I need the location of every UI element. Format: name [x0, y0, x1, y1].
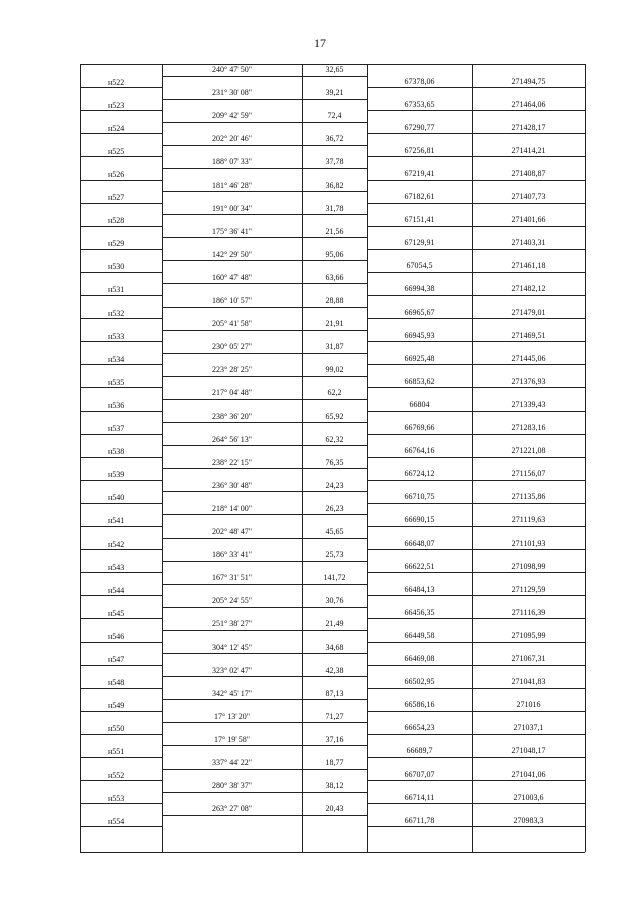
x-coordinate: 66994,38: [404, 284, 435, 294]
x-coordinate: 66586,16: [404, 700, 435, 710]
row-divider: [80, 87, 162, 88]
direction-angle: 323° 02' 47": [212, 665, 252, 675]
direction-angle: 181° 46' 28": [212, 180, 252, 190]
point-label: н546: [108, 631, 125, 641]
direction-angle: 238° 22' 15": [212, 457, 252, 467]
segment-length: 31,78: [325, 203, 344, 213]
x-coordinate: 67129,91: [404, 238, 435, 248]
row-divider: [80, 780, 162, 781]
direction-angle: 337° 44' 22": [212, 758, 252, 767]
x-coordinate: 66714,11: [404, 792, 435, 802]
y-coordinate: 271464,06: [511, 99, 546, 109]
row-divider: [162, 260, 367, 261]
row-divider: [80, 411, 162, 412]
point-label: н545: [108, 608, 125, 618]
segment-length: 24,23: [325, 480, 344, 490]
segment-length: 32,65: [325, 65, 344, 74]
row-divider: [367, 549, 585, 550]
segment-length: 36,72: [325, 134, 344, 144]
row-divider: [162, 191, 367, 192]
row-divider: [367, 457, 585, 458]
row-divider: [367, 387, 585, 388]
x-coordinate: 66648,07: [404, 538, 435, 548]
x-coordinate: 66945,93: [404, 330, 435, 340]
segment-length: 63,66: [325, 272, 344, 282]
row-divider: [367, 318, 585, 319]
point-label: н530: [108, 262, 125, 272]
row-divider: [80, 595, 162, 596]
point-label: н536: [108, 400, 125, 410]
segment-length: 34,68: [325, 642, 344, 652]
row-divider: [162, 237, 367, 238]
y-coordinate: 271461,18: [511, 261, 546, 271]
segment-length: 99,02: [325, 365, 344, 375]
segment-length: 26,23: [325, 503, 344, 513]
point-label: н529: [108, 239, 125, 249]
point-label: н533: [108, 331, 125, 341]
point-label: н537: [108, 424, 125, 434]
row-divider: [367, 203, 585, 204]
point-label: н550: [108, 724, 125, 734]
point-label: н527: [108, 193, 125, 203]
table-column-line: [585, 64, 586, 852]
direction-angle: 251° 38' 27": [212, 619, 252, 629]
x-coordinate: 66707,07: [404, 769, 435, 779]
y-coordinate: 271283,16: [511, 423, 546, 433]
row-divider: [80, 480, 162, 481]
point-label: н535: [108, 377, 125, 387]
direction-angle: 230° 05' 27": [212, 342, 252, 352]
y-coordinate: 271041,06: [511, 769, 546, 779]
point-label: н538: [108, 447, 125, 457]
row-divider: [367, 133, 585, 134]
row-divider: [367, 665, 585, 666]
row-divider: [367, 503, 585, 504]
row-divider: [80, 203, 162, 204]
row-divider: [80, 457, 162, 458]
row-divider: [80, 226, 162, 227]
direction-angle: 17° 19' 58": [214, 734, 250, 744]
x-coordinate: 67182,61: [404, 192, 435, 202]
point-label: н549: [108, 701, 125, 711]
point-label: н531: [108, 285, 125, 295]
direction-angle: 142° 29' 50": [212, 249, 252, 259]
x-coordinate: 67256,81: [404, 145, 435, 155]
row-divider: [162, 422, 367, 423]
y-coordinate: 271095,99: [511, 630, 546, 640]
row-divider: [80, 618, 162, 619]
row-divider: [162, 376, 367, 377]
x-coordinate: 66925,48: [404, 353, 435, 363]
y-coordinate: 271156,07: [511, 469, 546, 479]
direction-angle: 217° 04' 48": [212, 388, 252, 398]
row-divider: [80, 665, 162, 666]
row-divider: [367, 272, 585, 273]
x-coordinate: 66469,08: [404, 654, 435, 664]
row-divider: [162, 99, 367, 100]
segment-length: 20,43: [325, 804, 344, 814]
row-divider: [367, 803, 585, 804]
y-coordinate: 270983,3: [513, 815, 544, 825]
row-divider: [162, 676, 367, 677]
row-divider: [162, 538, 367, 539]
x-coordinate: 66724,12: [404, 469, 435, 479]
row-divider: [80, 642, 162, 643]
x-coordinate: 66764,16: [404, 446, 435, 456]
row-divider: [80, 688, 162, 689]
segment-length: 30,76: [325, 596, 344, 606]
x-coordinate: 67378,06: [404, 76, 435, 86]
row-divider: [367, 688, 585, 689]
y-coordinate: 271116,39: [511, 607, 546, 617]
direction-angle: 264° 56' 13": [212, 434, 252, 444]
row-divider: [162, 699, 367, 700]
row-divider: [162, 630, 367, 631]
x-coordinate: 66769,66: [404, 423, 435, 433]
row-divider: [367, 156, 585, 157]
x-coordinate: 66690,15: [404, 515, 435, 525]
point-label: н551: [108, 747, 125, 757]
y-coordinate: 271016: [516, 700, 541, 710]
row-divider: [367, 780, 585, 781]
x-coordinate: 67054,5: [406, 261, 433, 271]
direction-angle: 236° 30' 48": [212, 480, 252, 490]
y-coordinate: 271135,86: [511, 492, 546, 502]
row-divider: [162, 330, 367, 331]
segment-length: 21,91: [325, 319, 344, 329]
x-coordinate: 66456,35: [404, 607, 435, 617]
y-coordinate: 271445,06: [511, 353, 546, 363]
row-divider: [80, 341, 162, 342]
point-label: н542: [108, 539, 125, 549]
direction-angle: 175° 36' 41": [212, 226, 252, 236]
row-divider: [162, 145, 367, 146]
x-coordinate: 66502,95: [404, 677, 435, 687]
point-label: н523: [108, 100, 125, 110]
x-coordinate: 66710,75: [404, 492, 435, 502]
y-coordinate: 271339,43: [511, 399, 546, 409]
row-divider: [80, 272, 162, 273]
row-divider: [162, 607, 367, 608]
direction-angle: 186° 33' 41": [212, 550, 252, 560]
row-divider: [162, 722, 367, 723]
point-label: н543: [108, 562, 125, 572]
x-coordinate: 66804: [409, 399, 430, 409]
y-coordinate: 271041,83: [511, 677, 546, 687]
row-divider: [367, 757, 585, 758]
segment-length: 62,32: [325, 434, 344, 444]
y-coordinate: 271469,51: [511, 330, 546, 340]
row-divider: [367, 526, 585, 527]
direction-angle: 223° 28' 25": [212, 365, 252, 375]
y-coordinate: 271376,93: [511, 376, 546, 386]
y-coordinate: 271067,31: [511, 654, 546, 664]
row-divider: [367, 572, 585, 573]
segment-length: 37,16: [325, 734, 344, 744]
row-divider: [80, 180, 162, 181]
point-label: н528: [108, 216, 125, 226]
point-label: н540: [108, 493, 125, 503]
y-coordinate: 271408,87: [511, 168, 546, 178]
row-divider: [80, 711, 162, 712]
row-divider: [80, 249, 162, 250]
row-divider: [80, 503, 162, 504]
x-coordinate: 67151,41: [404, 215, 435, 225]
y-coordinate: 271407,73: [511, 192, 546, 202]
row-divider: [80, 549, 162, 550]
row-divider: [162, 307, 367, 308]
direction-angle: 209° 42' 59": [212, 111, 252, 121]
segment-length: 71,27: [325, 711, 344, 721]
direction-angle: 280° 38' 37": [212, 781, 252, 791]
direction-angle: 160° 47' 48": [212, 272, 252, 282]
row-divider: [80, 318, 162, 319]
segment-length: 42,38: [325, 665, 344, 675]
point-label: н541: [108, 516, 125, 526]
segment-length: 21,49: [325, 619, 344, 629]
direction-angle: 167° 31' 51": [212, 573, 252, 583]
segment-length: 38,12: [325, 781, 344, 791]
y-coordinate: 271479,01: [511, 307, 546, 317]
row-divider: [162, 214, 367, 215]
row-divider: [80, 572, 162, 573]
row-divider: [162, 491, 367, 492]
row-divider: [367, 434, 585, 435]
point-label: н552: [108, 770, 125, 780]
x-coordinate: 66965,67: [404, 307, 435, 317]
x-coordinate: 66711,78: [404, 815, 435, 825]
row-divider: [162, 353, 367, 354]
direction-angle: 218° 14' 00": [212, 503, 252, 513]
direction-angle: 205° 41' 58": [212, 319, 252, 329]
row-divider: [162, 653, 367, 654]
direction-angle: 304° 12' 45": [212, 642, 252, 652]
y-coordinate: 271129,59: [511, 584, 546, 594]
point-label: н539: [108, 470, 125, 480]
point-label: н553: [108, 793, 125, 803]
direction-angle: 240° 47' 50": [212, 65, 252, 74]
row-divider: [162, 561, 367, 562]
row-divider: [162, 283, 367, 284]
x-coordinate: 67290,77: [404, 122, 435, 132]
x-coordinate: 66654,23: [404, 723, 435, 733]
y-coordinate: 271037,1: [513, 723, 544, 733]
row-divider: [367, 364, 585, 365]
row-divider: [162, 815, 367, 816]
row-divider: [367, 826, 585, 827]
row-divider: [162, 584, 367, 585]
y-coordinate: 271403,31: [511, 238, 546, 248]
segment-length: 72,4: [327, 111, 342, 121]
row-divider: [80, 757, 162, 758]
point-label: н554: [108, 816, 125, 826]
row-divider: [80, 803, 162, 804]
segment-length: 39,21: [325, 88, 344, 98]
point-label: н525: [108, 146, 125, 156]
page-number: 17: [314, 36, 326, 50]
segment-length: 25,73: [325, 550, 344, 560]
x-coordinate: 67353,65: [404, 99, 435, 109]
y-coordinate: 271221,08: [511, 446, 546, 456]
direction-angle: 231° 30' 08": [212, 88, 252, 98]
direction-angle: 342° 45' 17": [212, 688, 252, 698]
row-divider: [162, 168, 367, 169]
segment-length: 18,77: [325, 758, 344, 767]
row-divider: [162, 468, 367, 469]
point-label: н544: [108, 585, 125, 595]
y-coordinate: 271101,93: [511, 538, 546, 548]
row-divider: [367, 642, 585, 643]
direction-angle: 238° 36' 20": [212, 411, 252, 421]
row-divider: [162, 514, 367, 515]
y-coordinate: 271494,75: [511, 76, 546, 86]
row-divider: [162, 122, 367, 123]
row-divider: [80, 826, 162, 827]
x-coordinate: 67219,41: [404, 168, 435, 178]
direction-angle: 202° 48' 47": [212, 527, 252, 536]
row-divider: [162, 769, 367, 770]
row-divider: [367, 226, 585, 227]
y-coordinate: 271428,17: [511, 122, 546, 132]
row-divider: [162, 76, 367, 77]
table-border-line: [80, 852, 585, 853]
direction-angle: 188° 07' 33": [212, 157, 252, 167]
segment-length: 36,82: [325, 180, 344, 190]
segment-length: 141,72: [323, 573, 346, 583]
row-divider: [80, 110, 162, 111]
segment-length: 62,2: [327, 388, 342, 398]
direction-angle: 191° 00' 34": [212, 203, 252, 213]
segment-length: 21,56: [325, 226, 344, 236]
row-divider: [367, 180, 585, 181]
y-coordinate: 271414,21: [511, 145, 546, 155]
row-divider: [80, 434, 162, 435]
direction-angle: 205° 24' 55": [212, 596, 252, 606]
row-divider: [80, 364, 162, 365]
segment-length: 95,06: [325, 249, 344, 259]
x-coordinate: 66484,13: [404, 584, 435, 594]
row-divider: [367, 618, 585, 619]
y-coordinate: 271119,63: [511, 515, 546, 525]
row-divider: [367, 110, 585, 111]
segment-length: 87,13: [325, 688, 344, 698]
x-coordinate: 66622,51: [404, 561, 435, 571]
direction-angle: 17° 13' 20": [214, 711, 250, 721]
row-divider: [367, 87, 585, 88]
direction-angle: 263° 27' 08": [212, 804, 252, 814]
y-coordinate: 271401,66: [511, 215, 546, 225]
row-divider: [162, 445, 367, 446]
row-divider: [162, 745, 367, 746]
point-label: н526: [108, 169, 125, 179]
row-divider: [80, 295, 162, 296]
segment-length: 76,35: [325, 457, 344, 467]
y-coordinate: 271482,12: [511, 284, 546, 294]
point-label: н534: [108, 354, 125, 364]
x-coordinate: 66449,58: [404, 630, 435, 640]
row-divider: [80, 387, 162, 388]
row-divider: [367, 249, 585, 250]
row-divider: [80, 133, 162, 134]
segment-length: 31,87: [325, 342, 344, 352]
row-divider: [367, 734, 585, 735]
segment-length: 65,92: [325, 411, 344, 421]
row-divider: [367, 295, 585, 296]
point-label: н532: [108, 308, 125, 318]
y-coordinate: 271048,17: [511, 746, 546, 756]
point-label: н524: [108, 123, 125, 133]
segment-length: 37,78: [325, 157, 344, 167]
point-label: н548: [108, 678, 125, 688]
row-divider: [367, 480, 585, 481]
segment-length: 45,65: [325, 527, 344, 536]
row-divider: [367, 411, 585, 412]
x-coordinate: 66853,62: [404, 376, 435, 386]
direction-angle: 202° 20' 46": [212, 134, 252, 144]
row-divider: [367, 341, 585, 342]
row-divider: [162, 399, 367, 400]
row-divider: [80, 734, 162, 735]
y-coordinate: 271003,6: [513, 792, 544, 802]
row-divider: [367, 595, 585, 596]
row-divider: [367, 711, 585, 712]
segment-length: 28,88: [325, 296, 344, 305]
row-divider: [162, 792, 367, 793]
point-label: н547: [108, 655, 125, 665]
coordinates-table: [80, 64, 585, 852]
point-label: н522: [108, 77, 125, 87]
y-coordinate: 271098,99: [511, 561, 546, 571]
row-divider: [80, 526, 162, 527]
x-coordinate: 66689,7: [406, 746, 433, 756]
direction-angle: 186° 10' 57": [212, 296, 252, 305]
row-divider: [80, 156, 162, 157]
